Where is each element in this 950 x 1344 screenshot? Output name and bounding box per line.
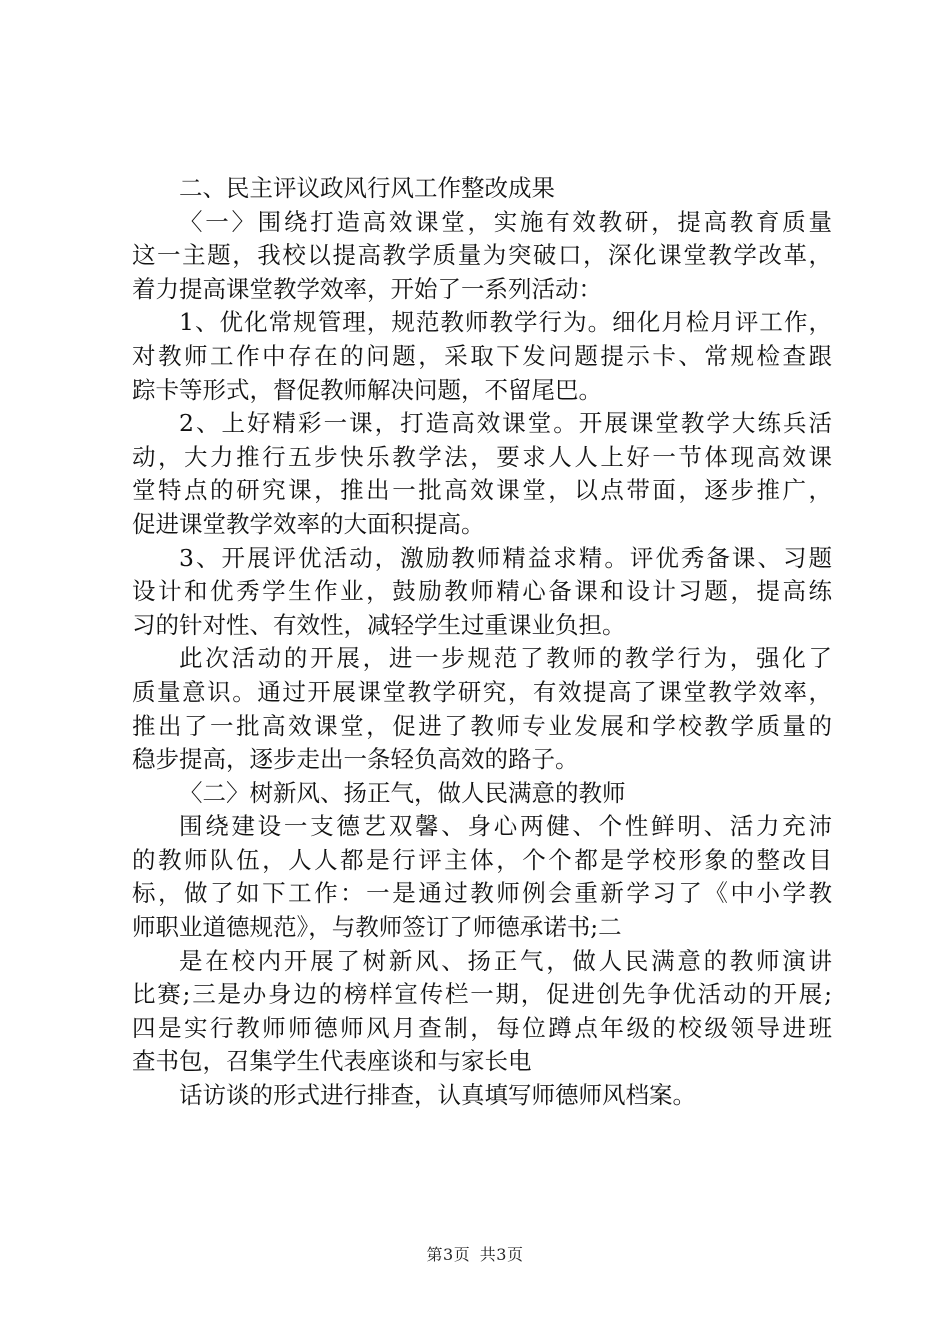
- paragraph-line: 设计和优秀学生作业，鼓励教师精心备课和设计习题，提高练: [132, 577, 832, 606]
- paragraph-line: 对教师工作中存在的问题，采取下发问题提示卡、常规检查跟: [132, 341, 832, 370]
- paragraph-line: 促进课堂教学效率的大面积提高。: [132, 509, 485, 538]
- paragraph-line: 查书包，召集学生代表座谈和与家长电: [132, 1047, 532, 1076]
- paragraph-line: 踪卡等形式，督促教师解决问题，不留尾巴。: [132, 375, 602, 404]
- paragraph-line: 3、开展评优活动，激励教师精益求精。评优秀备课、习题: [179, 543, 832, 572]
- paragraph-line: 此次活动的开展，进一步规范了教师的教学行为，强化了: [179, 644, 832, 673]
- paragraph-line: 推出了一批高效课堂，促进了教师专业发展和学校教学质量的: [132, 711, 832, 740]
- paragraph-line: 的教师队伍，人人都是行评主体，个个都是学校形象的整改目: [132, 845, 832, 874]
- paragraph-line: 稳步提高，逐步走出一条轻负高效的路子。: [132, 745, 579, 774]
- paragraph-line: 标，做了如下工作：一是通过教师例会重新学习了《中小学教: [132, 879, 832, 908]
- paragraph-line: 质量意识。通过开展课堂教学研究，有效提高了课堂教学效率，: [132, 677, 832, 706]
- section-heading: 二、民主评议政风行风工作整改成果: [179, 174, 555, 202]
- paragraph-line: 话访谈的形式进行排查，认真填写师德师风档案。: [179, 1081, 696, 1110]
- page-footer: [0, 1242, 950, 1265]
- paragraph-line: 1、优化常规管理，规范教师教学行为。细化月检月评工作，: [179, 308, 832, 337]
- paragraph-line: 堂特点的研究课，推出一批高效课堂，以点带面，逐步推广，: [132, 476, 832, 505]
- page-total: 共3页: [479, 1245, 524, 1264]
- paragraph-line: 2、上好精彩一课，打造高效课堂。开展课堂教学大练兵活: [179, 409, 832, 438]
- paragraph-line: 比赛;三是办身边的榜样宣传栏一期，促进创先争优活动的开展;: [132, 980, 832, 1009]
- document-body: [132, 172, 832, 1113]
- paragraph-line: 四是实行教师师德师风月查制，每位蹲点年级的校级领导进班: [132, 1013, 832, 1042]
- paragraph-line: 是在校内开展了树新风、扬正气，做人民满意的教师演讲: [179, 946, 832, 975]
- paragraph-line: 围绕建设一支德艺双馨、身心两健、个性鲜明、活力充沛: [179, 812, 832, 841]
- paragraph-line: 动，大力推行五步快乐教学法，要求人人上好一节体现高效课: [132, 442, 832, 471]
- paragraph-line: 这一主题，我校以提高教学质量为突破口，深化课堂教学改革，: [132, 241, 832, 270]
- paragraph-line: 着力提高课堂教学效率，开始了一系列活动：: [132, 274, 602, 303]
- subsection-heading-line: 〈一〉围绕打造高效课堂，实施有效教研，提高教育质量: [179, 207, 832, 236]
- paragraph-line: 师职业道德规范》，与教师签订了师德承诺书;二: [132, 913, 622, 942]
- paragraph-line: 习的针对性、有效性，减轻学生过重课业负担。: [132, 610, 626, 639]
- subsection-heading: 〈二〉树新风、扬正气，做人民满意的教师: [179, 778, 626, 807]
- page-number: 第3页: [426, 1245, 471, 1264]
